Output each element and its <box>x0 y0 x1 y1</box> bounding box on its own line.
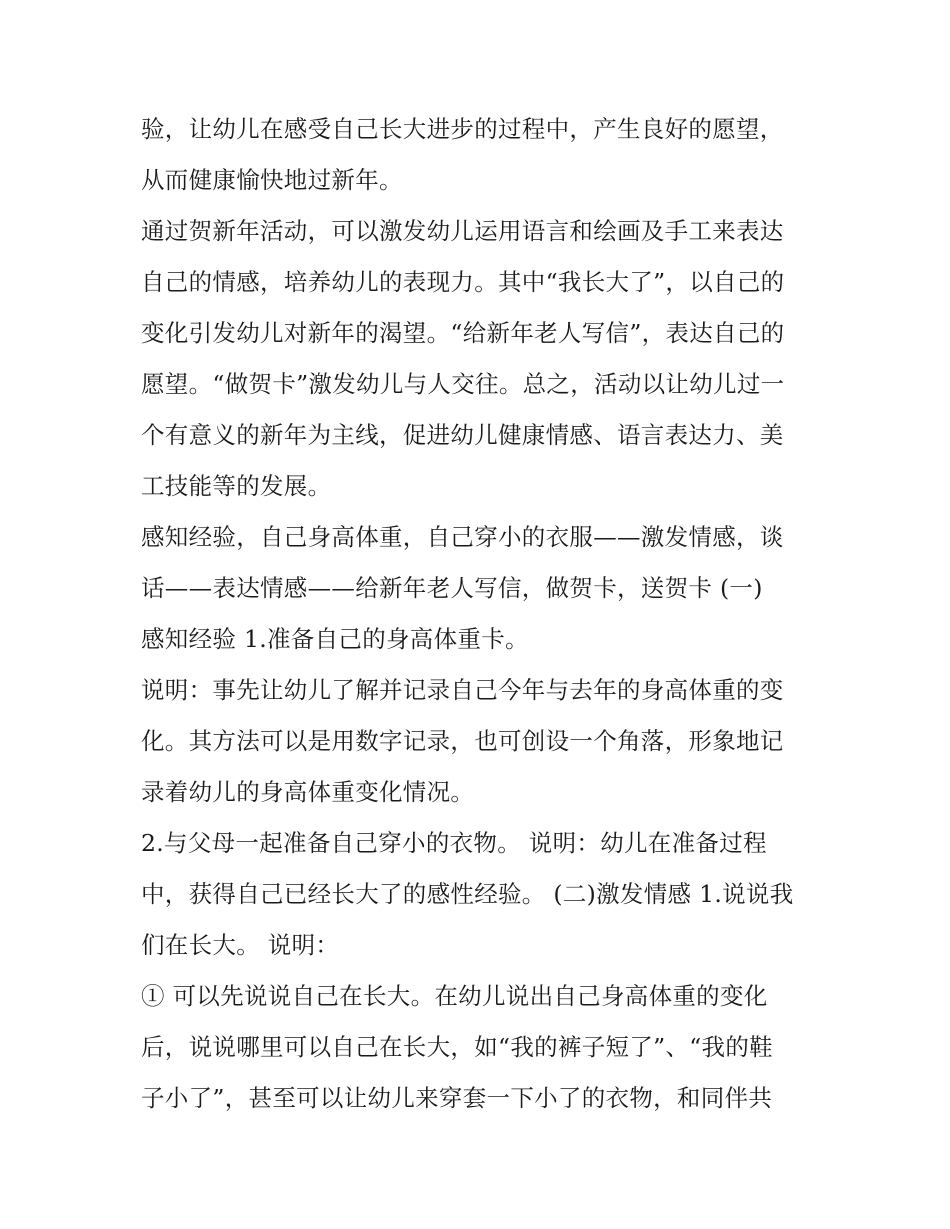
text-line: 变化引发幼儿对新年的渴望。“给新年老人写信”，表达自己的 <box>141 319 785 347</box>
text-line: 话——表达情感——给新年老人写信，做贺卡，送贺卡 (一) <box>141 574 763 602</box>
text-line: 录着幼儿的身高体重变化情况。 <box>141 778 475 806</box>
text-line: ① 可以先说说自己在长大。在幼儿说出自己身高体重的变化 <box>141 982 768 1010</box>
text-line: 愿望。“做贺卡”激发幼儿与人交往。总之，活动以让幼儿过一 <box>141 370 785 398</box>
text-line: 2.与父母一起准备自己穿小的衣物。 说明：幼儿在准备过程 <box>141 829 767 857</box>
text-line: 感知经验 1.准备自己的身高体重卡。 <box>141 625 529 653</box>
document-body <box>141 104 813 1124</box>
text-line: 说明：事先让幼儿了解并记录自己今年与去年的身高体重的变 <box>141 676 784 704</box>
text-line: 们在长大。 说明： <box>141 931 340 959</box>
text-line: 个有意义的新年为主线，促进幼儿健康情感、语言表达力、美 <box>141 421 784 449</box>
text-line: 通过贺新年活动，可以激发幼儿运用语言和绘画及手工来表达 <box>141 217 784 245</box>
text-line: 化。其方法可以是用数字记录，也可创设一个角落，形象地记 <box>141 727 784 755</box>
text-line: 工技能等的发展。 <box>141 472 332 500</box>
text-line: 中，获得自己已经长大了的感性经验。 (二)激发情感 1.说说我 <box>141 880 794 908</box>
text-line: 验，让幼儿在感受自己长大进步的过程中，产生良好的愿望， <box>141 115 784 143</box>
text-line: 后，说说哪里可以自己在长大，如“我的裤子短了”、“我的鞋 <box>141 1033 773 1061</box>
text-line: 感知经验，自己身高体重，自己穿小的衣服——激发情感，谈 <box>141 523 784 551</box>
text-line: 自己的情感，培养幼儿的表现力。其中“我长大了”，以自己的 <box>141 268 785 296</box>
text-line: 从而健康愉快地过新年。 <box>141 166 403 194</box>
text-line: 子小了”，甚至可以让幼儿来穿套一下小了的衣物，和同伴共 <box>141 1084 773 1112</box>
